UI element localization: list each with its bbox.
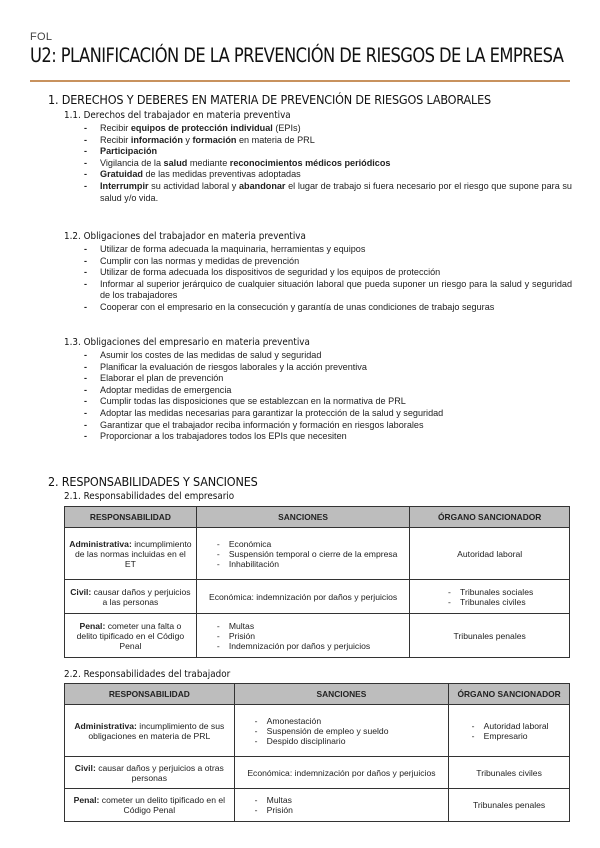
sanction-item: - Amonestación	[253, 716, 445, 726]
emphasis-text: Participación	[100, 146, 158, 157]
sanction-item: - Multas	[253, 795, 445, 805]
subject-label: FOL	[30, 31, 53, 43]
list-item: - Cooperar con el empresario en la consecución y garantía de unas condiciones de trabajo seguras	[84, 302, 572, 314]
table-header-row	[65, 507, 570, 528]
column-header: SANCIONES	[196, 507, 410, 528]
emphasis-text: salud	[163, 157, 188, 168]
sanctions-list	[253, 795, 445, 815]
responsibility-type: Penal:	[73, 795, 100, 805]
worker-responsibilities-table	[64, 683, 570, 822]
sanction-item: - Despido disciplinario	[253, 736, 445, 746]
organ-cell	[449, 757, 570, 789]
sanction-item: - Suspensión temporal o cierre de la empresa	[215, 549, 406, 559]
column-header: ÓRGANO SANCIONADOR	[449, 684, 570, 705]
sanctions-list	[215, 539, 406, 569]
subsection-1-2-heading: 1.2. Obligaciones del trabajador en materia preventiva	[64, 231, 306, 242]
list-item	[84, 158, 572, 170]
list-item: - Adoptar medidas de emergencia	[84, 385, 572, 397]
worker-obligations-list	[84, 244, 572, 314]
item-text: Vigilancia de la	[100, 157, 164, 168]
item-text: de las medidas preventivas adoptadas	[142, 169, 301, 180]
list-item: - Utilizar de forma adecuada los dispositivos de seguridad y los equipos de protección	[84, 267, 572, 279]
organ-cell	[449, 705, 570, 757]
emphasis-text: Gratuidad	[100, 169, 143, 180]
responsibility-type: Administrativa:	[69, 538, 132, 549]
employer-obligations-list	[84, 350, 572, 443]
sanctions-list	[215, 621, 406, 651]
sanction-item: - Económica	[215, 539, 406, 549]
list-item: - Proporcionar a los trabajadores todos los EPIs que necesiten	[84, 431, 572, 443]
organ-cell	[449, 789, 570, 822]
list-item: - Cumplir todas las disposiciones que se establezcan en la normativa de PRL	[84, 396, 572, 408]
organ-text: Autoridad laboral	[457, 548, 523, 559]
item-text: en materia de PRL	[236, 134, 315, 145]
list-item	[84, 169, 572, 181]
sanction-item: - Prisión	[215, 631, 406, 641]
organ-cell	[410, 528, 570, 580]
title-divider	[30, 80, 570, 82]
item-text: Recibir	[100, 134, 131, 145]
sanction-text: Económica: indemnización por daños y perjuicios	[208, 591, 398, 602]
list-item: - Utilizar de forma adecuada la maquinaria, herramientas y equipos	[84, 244, 572, 256]
responsibility-description: incumplimiento de sus obligaciones en materia de PRL	[88, 720, 225, 741]
item-text: el lugar de trabajo si fuera necesario por el riesgo que supone para su salud y/o vida.	[100, 180, 572, 203]
responsibility-cell	[65, 528, 197, 580]
emphasis-text: formación	[192, 134, 237, 145]
column-header: RESPONSABILIDAD	[65, 507, 197, 528]
responsibility-description: incumplimiento de las normas incluidas en el ET	[74, 538, 192, 569]
column-header: RESPONSABILIDAD	[65, 684, 235, 705]
list-item	[84, 123, 572, 135]
list-item: - Garantizar que el trabajador reciba información y formación en riesgos laborales	[84, 420, 572, 432]
emphasis-text: reconocimientos médicos periódicos	[229, 157, 391, 168]
table-row	[65, 580, 570, 614]
sanctions-cell	[196, 614, 410, 658]
emphasis-text: información	[130, 134, 183, 145]
emphasis-text: equipos de protección individual	[130, 123, 273, 133]
responsibility-type: Civil:	[70, 586, 92, 597]
item-text: mediante	[187, 157, 230, 168]
rights-list	[84, 123, 572, 204]
table-row	[65, 705, 570, 757]
item-text: (EPIs)	[272, 123, 301, 133]
subsection-1-1-heading: 1.1. Derechos del trabajador en materia preventiva	[64, 110, 291, 121]
organ-item: - Autoridad laboral	[470, 721, 549, 731]
table-row	[65, 757, 570, 789]
sanction-item: - Indemnización por daños y perjuicios	[215, 641, 406, 651]
responsibility-description: causar daños y perjuicios a otras personas	[95, 762, 224, 783]
responsibility-description: cometer una falta o delito tipificado en el Código Penal	[76, 620, 185, 651]
responsibility-cell	[65, 757, 235, 789]
list-item	[84, 146, 572, 158]
sanction-text: Económica: indemnización por daños y perjuicios	[247, 767, 436, 778]
organ-text: Tribunales civiles	[476, 767, 542, 778]
table-row	[65, 614, 570, 658]
list-item: - Asumir los costes de las medidas de salud y seguridad	[84, 350, 572, 362]
sanctions-cell	[234, 705, 449, 757]
list-item: - Planificar la evaluación de riesgos laborales y la acción preventiva	[84, 362, 572, 374]
emphasis-text: Interrumpir	[100, 180, 149, 191]
page-title: U2: PLANIFICACIÓN DE LA PREVENCIÓN DE RIESGOS DE LA EMPRESA	[30, 44, 564, 67]
list-item	[84, 181, 572, 204]
item-text: Recibir	[100, 123, 131, 133]
responsibility-description: causar daños y perjuicios a las personas	[91, 586, 191, 607]
subsection-2-1-heading: 2.1. Responsabilidades del empresario	[64, 491, 235, 502]
responsibility-cell	[65, 789, 235, 822]
sanction-item: - Prisión	[253, 805, 445, 815]
emphasis-text: abandonar	[238, 180, 286, 191]
subsection-2-2-heading: 2.2. Responsabilidades del trabajador	[64, 669, 231, 680]
organ-item: - Tribunales sociales	[446, 587, 533, 597]
list-item: - Elaborar el plan de prevención	[84, 373, 572, 385]
responsibility-description: cometer un delito tipificado en el Código Penal	[99, 795, 226, 815]
list-item: - Adoptar las medidas necesarias para garantizar la protección de la salud y seguridad	[84, 408, 572, 420]
column-header: SANCIONES	[234, 684, 449, 705]
table-row	[65, 789, 570, 822]
employer-responsibilities-table	[64, 506, 570, 658]
sanctions-cell	[196, 580, 410, 614]
organ-item: - Tribunales civiles	[446, 597, 533, 607]
sanctions-cell	[234, 789, 449, 822]
sanction-item: - Multas	[215, 621, 406, 631]
responsibility-type: Administrativa:	[74, 720, 137, 731]
organ-cell	[410, 580, 570, 614]
item-text: y	[182, 134, 193, 145]
responsibility-type: Penal:	[79, 620, 106, 631]
sanctions-list	[253, 716, 445, 746]
sanction-item: - Suspensión de empleo y sueldo	[253, 726, 445, 736]
section-1-heading: 1. DERECHOS Y DEBERES EN MATERIA DE PREVENCIÓN DE RIESGOS LABORALES	[48, 92, 492, 107]
organ-cell	[410, 614, 570, 658]
responsibility-cell	[65, 705, 235, 757]
list-item	[84, 135, 572, 147]
organ-text: Tribunales penales	[453, 630, 526, 641]
responsibility-type: Civil:	[74, 762, 96, 773]
organ-item: - Empresario	[470, 731, 549, 741]
list-item: - Cumplir con las normas y medidas de prevención	[84, 256, 572, 268]
subsection-1-3-heading: 1.3. Obligaciones del empresario en materia preventiva	[64, 337, 310, 348]
sanction-item: - Inhabilitación	[215, 559, 406, 569]
organ-text: Tribunales penales	[472, 800, 546, 810]
table-header-row	[65, 684, 570, 705]
list-item: - Informar al superior jerárquico de cualquier situación laboral que pueda suponer un riesgo para la salud y seguridad de los trabajadores	[84, 279, 572, 302]
organs-list	[470, 721, 549, 741]
sanctions-cell	[196, 528, 410, 580]
organs-list	[446, 587, 533, 607]
responsibility-cell	[65, 580, 197, 614]
column-header: ÓRGANO SANCIONADOR	[410, 507, 570, 528]
responsibility-cell	[65, 614, 197, 658]
table-row	[65, 528, 570, 580]
item-text: su actividad laboral y	[148, 180, 239, 191]
sanctions-cell	[234, 757, 449, 789]
section-2-heading: 2. RESPONSABILIDADES Y SANCIONES	[48, 474, 258, 489]
